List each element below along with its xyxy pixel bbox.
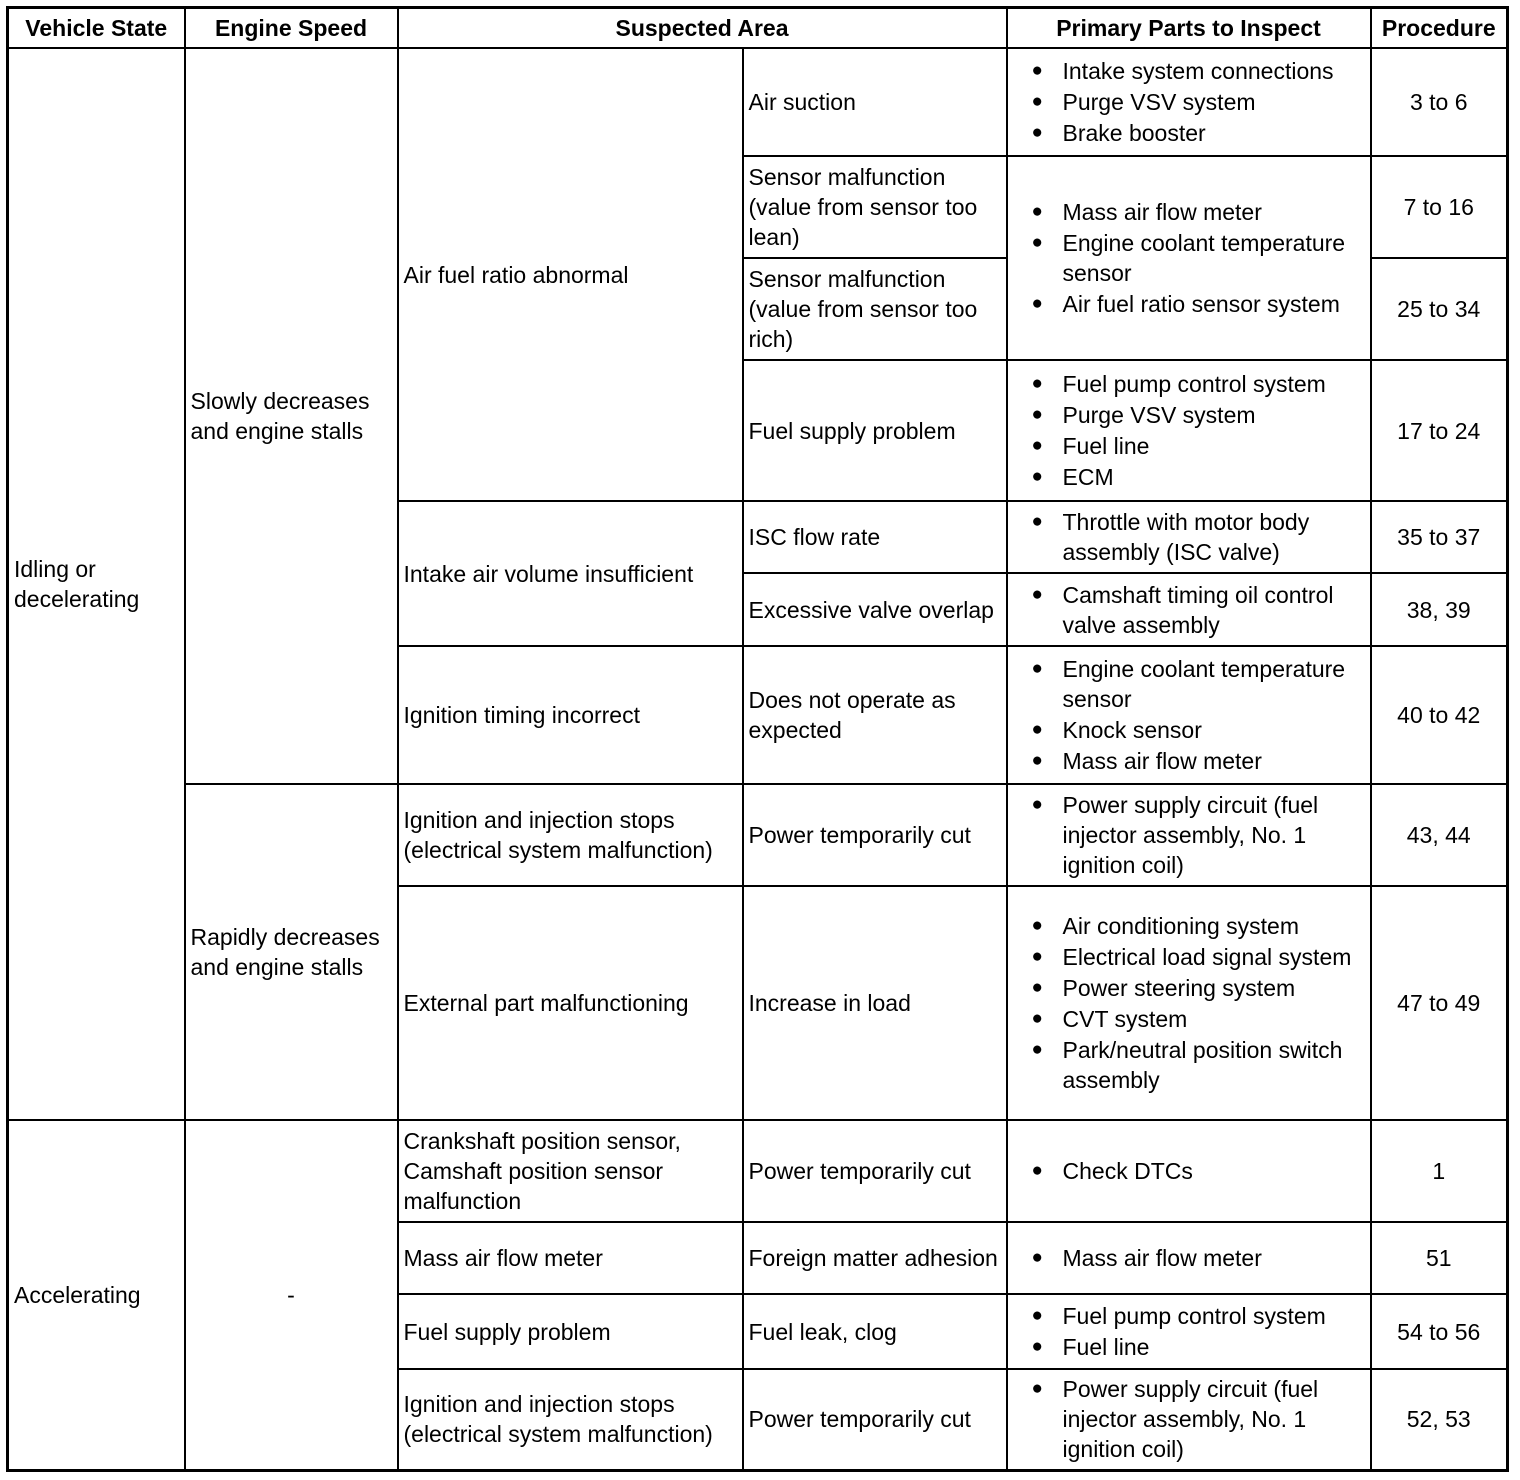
part-item: ● Throttle with motor body assembly (ISC valve) xyxy=(1013,507,1365,567)
parts-list xyxy=(1013,580,1365,640)
parts-list xyxy=(1013,790,1365,880)
header-vehicle-state: Vehicle State xyxy=(8,8,185,49)
table-header xyxy=(8,8,1508,49)
part-item: ● Mass air flow meter xyxy=(1013,1243,1365,1273)
area-mass-air-flow-meter: Mass air flow meter xyxy=(398,1222,743,1294)
part-item: ● CVT system xyxy=(1013,1004,1365,1034)
part-item: ● Camshaft timing oil control valve assembly xyxy=(1013,580,1365,640)
header-row xyxy=(8,8,1508,49)
diagnostic-table xyxy=(6,6,1509,1472)
parts-list xyxy=(1013,654,1365,776)
area-air-fuel-ratio: Air fuel ratio abnormal xyxy=(398,48,743,501)
part-item: ● Fuel pump control system xyxy=(1013,1301,1365,1331)
procedure-cell: 17 to 24 xyxy=(1371,360,1508,501)
header-engine-speed: Engine Speed xyxy=(185,8,398,49)
part-item: ● Park/neutral position switch assembly xyxy=(1013,1035,1365,1095)
part-item: ● Engine coolant temperature sensor xyxy=(1013,654,1365,714)
area-external-part: External part malfunctioning xyxy=(398,886,743,1120)
procedure-cell: 7 to 16 xyxy=(1371,156,1508,258)
sub-area: Sensor malfunction (value from sensor too rich) xyxy=(743,258,1007,360)
parts-cell xyxy=(1007,156,1371,360)
part-item: ● Purge VSV system xyxy=(1013,400,1365,430)
table-row xyxy=(8,784,1508,886)
procedure-cell: 40 to 42 xyxy=(1371,646,1508,784)
part-item: ● Power supply circuit (fuel injector assembly, No. 1 ignition coil) xyxy=(1013,790,1365,880)
parts-cell xyxy=(1007,573,1371,646)
parts-cell xyxy=(1007,1294,1371,1369)
parts-list xyxy=(1013,369,1365,492)
sub-area: Excessive valve overlap xyxy=(743,573,1007,646)
header-suspected-area: Suspected Area xyxy=(398,8,1007,49)
parts-cell xyxy=(1007,48,1371,156)
area-fuel-supply: Fuel supply problem xyxy=(398,1294,743,1369)
table-row xyxy=(8,48,1508,156)
parts-list xyxy=(1013,1301,1365,1362)
procedure-cell: 43, 44 xyxy=(1371,784,1508,886)
part-item: ● Knock sensor xyxy=(1013,715,1365,745)
table-body xyxy=(8,48,1508,1470)
sub-area: Foreign matter adhesion xyxy=(743,1222,1007,1294)
procedure-cell: 25 to 34 xyxy=(1371,258,1508,360)
sub-area: Power temporarily cut xyxy=(743,784,1007,886)
part-item: ● Fuel line xyxy=(1013,1332,1365,1362)
procedure-cell: 1 xyxy=(1371,1120,1508,1222)
sub-area: Sensor malfunction (value from sensor too lean) xyxy=(743,156,1007,258)
part-item: ● Intake system connections xyxy=(1013,56,1365,86)
part-item: ● Mass air flow meter xyxy=(1013,197,1365,227)
sub-area: Fuel leak, clog xyxy=(743,1294,1007,1369)
area-ignition-injection-stops: Ignition and injection stops (electrical system malfunction) xyxy=(398,784,743,886)
parts-list xyxy=(1013,197,1365,319)
part-item: ● Air conditioning system xyxy=(1013,911,1365,941)
part-item: ● Electrical load signal system xyxy=(1013,942,1365,972)
header-primary-parts: Primary Parts to Inspect xyxy=(1007,8,1371,49)
engine-speed-accelerating: - xyxy=(185,1120,398,1470)
sub-area: Increase in load xyxy=(743,886,1007,1120)
part-item: ● Mass air flow meter xyxy=(1013,746,1365,776)
area-ignition-timing: Ignition timing incorrect xyxy=(398,646,743,784)
parts-list xyxy=(1013,1374,1365,1464)
parts-list xyxy=(1013,911,1365,1095)
header-procedure: Procedure xyxy=(1371,8,1508,49)
parts-cell xyxy=(1007,886,1371,1120)
parts-cell xyxy=(1007,360,1371,501)
area-intake-air: Intake air volume insufficient xyxy=(398,501,743,646)
parts-cell xyxy=(1007,501,1371,573)
part-item: ● Brake booster xyxy=(1013,118,1365,148)
procedure-cell: 54 to 56 xyxy=(1371,1294,1508,1369)
part-item: ● Fuel pump control system xyxy=(1013,369,1365,399)
procedure-cell: 51 xyxy=(1371,1222,1508,1294)
part-item: ● Power steering system xyxy=(1013,973,1365,1003)
part-item: ● Air fuel ratio sensor system xyxy=(1013,289,1365,319)
vehicle-state-idling: Idling or decelerating xyxy=(8,48,185,1120)
area-ignition-injection-stops: Ignition and injection stops (electrical system malfunction) xyxy=(398,1369,743,1470)
part-item: ● Fuel line xyxy=(1013,431,1365,461)
procedure-cell: 3 to 6 xyxy=(1371,48,1508,156)
procedure-cell: 47 to 49 xyxy=(1371,886,1508,1120)
procedure-cell: 35 to 37 xyxy=(1371,501,1508,573)
sub-area: ISC flow rate xyxy=(743,501,1007,573)
parts-cell xyxy=(1007,1120,1371,1222)
parts-list xyxy=(1013,1243,1365,1273)
engine-speed-slowly: Slowly decreases and engine stalls xyxy=(185,48,398,784)
table-row xyxy=(8,1120,1508,1222)
sub-area: Power temporarily cut xyxy=(743,1120,1007,1222)
vehicle-state-accelerating: Accelerating xyxy=(8,1120,185,1470)
procedure-cell: 52, 53 xyxy=(1371,1369,1508,1470)
procedure-cell: 38, 39 xyxy=(1371,573,1508,646)
parts-cell xyxy=(1007,784,1371,886)
sub-area: Does not operate as expected xyxy=(743,646,1007,784)
part-item: ● Check DTCs xyxy=(1013,1156,1365,1186)
parts-list xyxy=(1013,507,1365,567)
sub-area: Power temporarily cut xyxy=(743,1369,1007,1470)
parts-list xyxy=(1013,1156,1365,1186)
parts-cell xyxy=(1007,1222,1371,1294)
sub-area: Fuel supply problem xyxy=(743,360,1007,501)
parts-cell xyxy=(1007,646,1371,784)
sub-area: Air suction xyxy=(743,48,1007,156)
part-item: ● Power supply circuit (fuel injector assembly, No. 1 ignition coil) xyxy=(1013,1374,1365,1464)
part-item: ● ECM xyxy=(1013,462,1365,492)
part-item: ● Engine coolant temperature sensor xyxy=(1013,228,1365,288)
parts-list xyxy=(1013,56,1365,148)
engine-speed-rapidly: Rapidly decreases and engine stalls xyxy=(185,784,398,1120)
part-item: ● Purge VSV system xyxy=(1013,87,1365,117)
parts-cell xyxy=(1007,1369,1371,1470)
area-crank-cam-sensor: Crankshaft position sensor, Camshaft position sensor malfunction xyxy=(398,1120,743,1222)
